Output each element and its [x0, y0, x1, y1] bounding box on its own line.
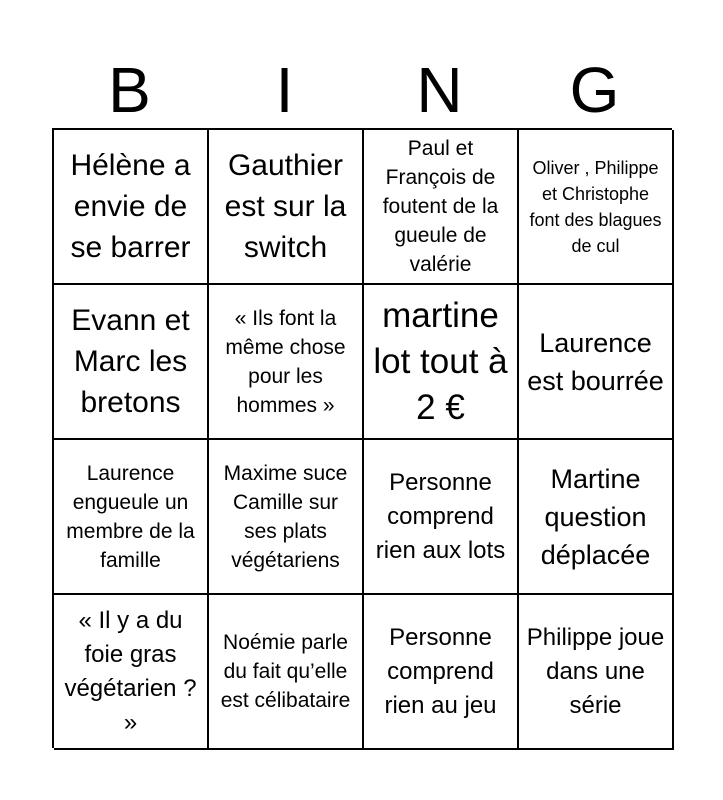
bingo-card-grid — [52, 128, 672, 748]
bingo-header — [52, 52, 672, 128]
bingo-cell[interactable] — [519, 440, 674, 595]
bingo-cell[interactable] — [54, 285, 209, 440]
bingo-cell[interactable] — [519, 285, 674, 440]
bingo-cell-text: Laurence engueule un membre de la famille — [66, 461, 195, 572]
header-letter-b: B — [108, 54, 151, 126]
bingo-cell[interactable] — [364, 440, 519, 595]
header-letter-g: G — [569, 54, 620, 126]
bingo-cell[interactable] — [209, 130, 364, 285]
bingo-cell-text: « Il y a du foie gras végétarien ? » — [64, 606, 197, 736]
bingo-cell[interactable] — [209, 285, 364, 440]
bingo-cell-text: Philippe joue dans une série — [526, 623, 665, 719]
bingo-cell[interactable] — [364, 130, 519, 285]
bingo-cell[interactable] — [519, 595, 674, 750]
bingo-cell[interactable] — [54, 130, 209, 285]
bingo-cell[interactable] — [54, 595, 209, 750]
bingo-cell[interactable] — [209, 440, 364, 595]
header-letter-i: I — [275, 54, 294, 126]
bingo-cell-text: Laurence est bourrée — [527, 327, 664, 396]
bingo-cell[interactable] — [209, 595, 364, 750]
bingo-cell-text: Gauthier est sur la switch — [224, 149, 347, 264]
bingo-cell-text: Hélène a envie de se barrer — [70, 149, 191, 264]
bingo-cell-text: « Ils font la même chose pour les hommes » — [225, 306, 346, 417]
bingo-cell[interactable] — [364, 285, 519, 440]
bingo-cell-text: Personne comprend rien aux lots — [375, 468, 506, 564]
bingo-cell-text: Martine question déplacée — [540, 463, 651, 570]
bingo-cell[interactable] — [54, 440, 209, 595]
header-letter-n: N — [416, 54, 463, 126]
bingo-cell[interactable] — [364, 595, 519, 750]
bingo-cell-text: Oliver , Philippe et Christophe font des blagues de cul — [529, 157, 662, 256]
bingo-cell[interactable] — [519, 130, 674, 285]
bingo-cell-text: Paul et François de foutent de la gueule de valérie — [382, 137, 499, 276]
bingo-cell-text: Maxime suce Camille sur ses plats végétariens — [223, 461, 348, 572]
bingo-cell-text: Noémie parle du fait qu’elle est célibataire — [220, 631, 351, 712]
bingo-cell-text: Personne comprend rien au jeu — [384, 623, 497, 719]
bingo-cell-text: martine lot tout à 2 € — [373, 295, 508, 427]
bingo-cell-text: Evann et Marc les bretons — [71, 304, 190, 419]
